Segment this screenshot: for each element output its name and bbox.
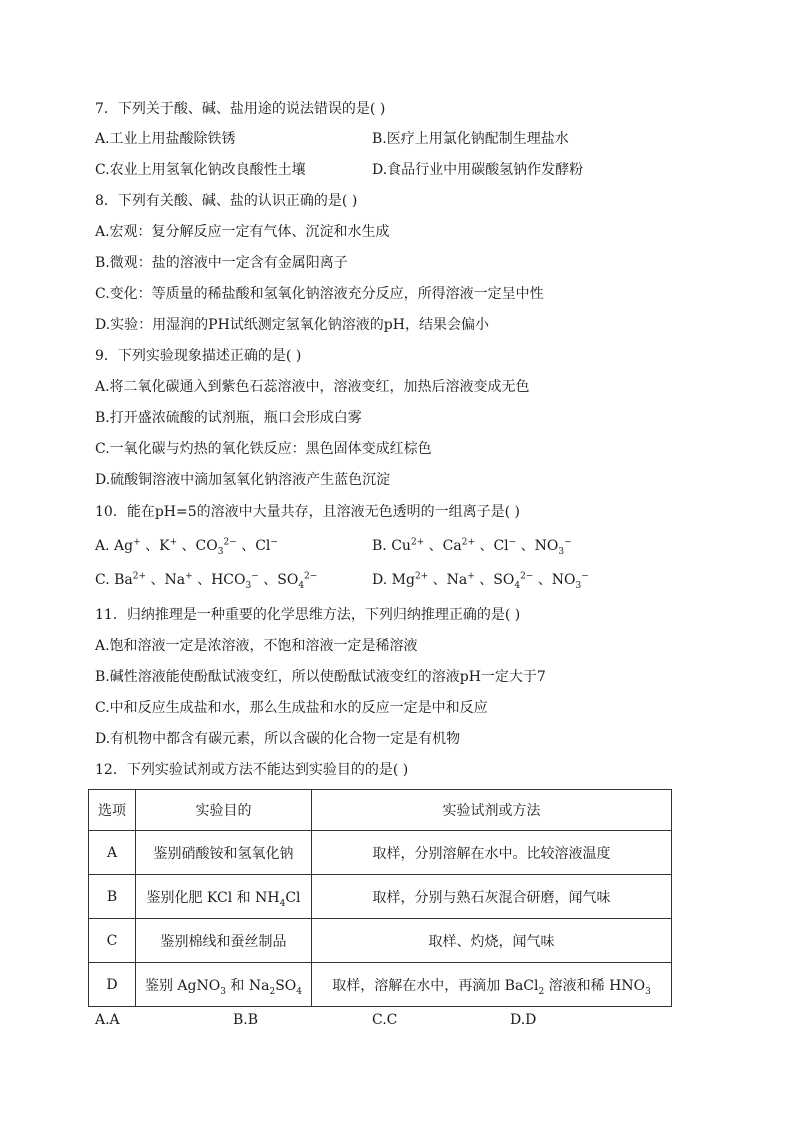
q12-answer-b: B.B — [233, 1012, 259, 1028]
row-method: 取样，溶解在水中，再滴加 BaCl$_2$ 溶液和稀 $HNO_3$ — [312, 963, 672, 1007]
row-method: 取样，分别与熟石灰混合研磨，闻气味 — [312, 875, 672, 919]
experiment-table — [88, 789, 672, 1007]
q10-option-b: B. $Cu^{2+}$ 、$Ca^{2+}$ 、Cl− 、$NO_3^-$ — [372, 537, 572, 557]
q12-answer-a: A.A — [95, 1012, 120, 1028]
q10-option-a: A. Ag+ 、K+ 、$CO_3^{2-}$ 、Cl− — [95, 537, 278, 557]
q10-option-c: C. $Ba^{2+}$ 、Na+ 、$HCO_3^-$ 、$SO_4^{2-}$ — [95, 571, 318, 591]
q10-option-d: D. $Mg^{2+}$ 、Na+ 、$SO_4^{2-}$ 、$NO_3^-$ — [372, 571, 589, 591]
row-option: D — [89, 963, 136, 1007]
table-row — [89, 919, 672, 963]
q12-stem: 12．下列实验试剂或方法不能达到实验目的的是( ) — [95, 762, 409, 778]
q8-option-b: B.微观：盐的溶液中一定含有金属阳离子 — [95, 255, 348, 271]
q8-option-c: C.变化：等质量的稀盐酸和氢氧化钠溶液充分反应，所得溶液一定呈中性 — [95, 286, 544, 302]
row-option: A — [89, 831, 136, 875]
q7-option-b: B.医疗上用氯化钠配制生理盐水 — [372, 131, 569, 147]
row-method: 取样，分别溶解在水中。比较溶液温度 — [312, 831, 672, 875]
header-method: 实验试剂或方法 — [312, 790, 672, 831]
row-option: C — [89, 919, 136, 963]
header-goal: 实验目的 — [136, 790, 312, 831]
q9-option-c: C.一氧化碳与灼热的氧化铁反应：黑色固体变成红棕色 — [95, 441, 432, 457]
q9-option-a: A.将二氧化碳通入到紫色石蕊溶液中，溶液变红，加热后溶液变成无色 — [95, 379, 530, 395]
q8-option-d: D.实验：用湿润的PH试纸测定氢氧化钠溶液的pH，结果会偏小 — [95, 317, 489, 333]
row-goal: 鉴别化肥 KCl 和 $NH_4Cl$ — [136, 875, 312, 919]
q7-option-c: C.农业上用氢氧化钠改良酸性土壤 — [95, 162, 306, 178]
row-goal: 鉴别硝酸铵和氢氧化钠 — [136, 831, 312, 875]
table-row — [89, 875, 672, 919]
q11-stem: 11．归纳推理是一种重要的化学思维方法，下列归纳推理正确的是( ) — [95, 607, 521, 623]
q7-option-a: A.工业上用盐酸除铁锈 — [95, 131, 236, 147]
row-goal: 鉴别棉线和蚕丝制品 — [136, 919, 312, 963]
q9-stem: 9．下列实验现象描述正确的是( ) — [95, 348, 302, 364]
q9-option-b: B.打开盛浓硫酸的试剂瓶，瓶口会形成白雾 — [95, 410, 362, 426]
q11-option-d: D.有机物中都含有碳元素，所以含碳的化合物一定是有机物 — [95, 731, 461, 747]
table-row — [89, 831, 672, 875]
q8-stem: 8．下列有关酸、碱、盐的认识正确的是( ) — [95, 193, 358, 209]
q7-option-d: D.食品行业中用碳酸氢钠作发酵粉 — [372, 162, 584, 178]
q12-answer-c: C.C — [372, 1012, 398, 1028]
q11-option-c: C.中和反应生成盐和水，那么生成盐和水的反应一定是中和反应 — [95, 700, 488, 716]
row-option: B — [89, 875, 136, 919]
table-row — [89, 963, 672, 1007]
q10-stem: 10．能在pH=5的溶液中大量共存，且溶液无色透明的一组离子是( ) — [95, 504, 520, 520]
q8-option-a: A.宏观：复分解反应一定有气体、沉淀和水生成 — [95, 224, 390, 240]
q11-option-b: B.碱性溶液能使酚酞试液变红，所以使酚酞试液变红的溶液pH一定大于7 — [95, 669, 546, 685]
row-method: 取样、灼烧，闻气味 — [312, 919, 672, 963]
q9-option-d: D.硫酸铜溶液中滴加氢氧化钠溶液产生蓝色沉淀 — [95, 472, 391, 488]
row-goal: 鉴别 AgNO$_3$ 和 $Na_2SO_4$ — [136, 963, 312, 1007]
q7-stem: 7．下列关于酸、碱、盐用途的说法错误的是( ) — [95, 101, 386, 117]
table-header-row — [89, 790, 672, 831]
q11-option-a: A.饱和溶液一定是浓溶液，不饱和溶液一定是稀溶液 — [95, 638, 418, 654]
q12-answer-d: D.D — [510, 1012, 537, 1028]
header-option: 选项 — [89, 790, 136, 831]
